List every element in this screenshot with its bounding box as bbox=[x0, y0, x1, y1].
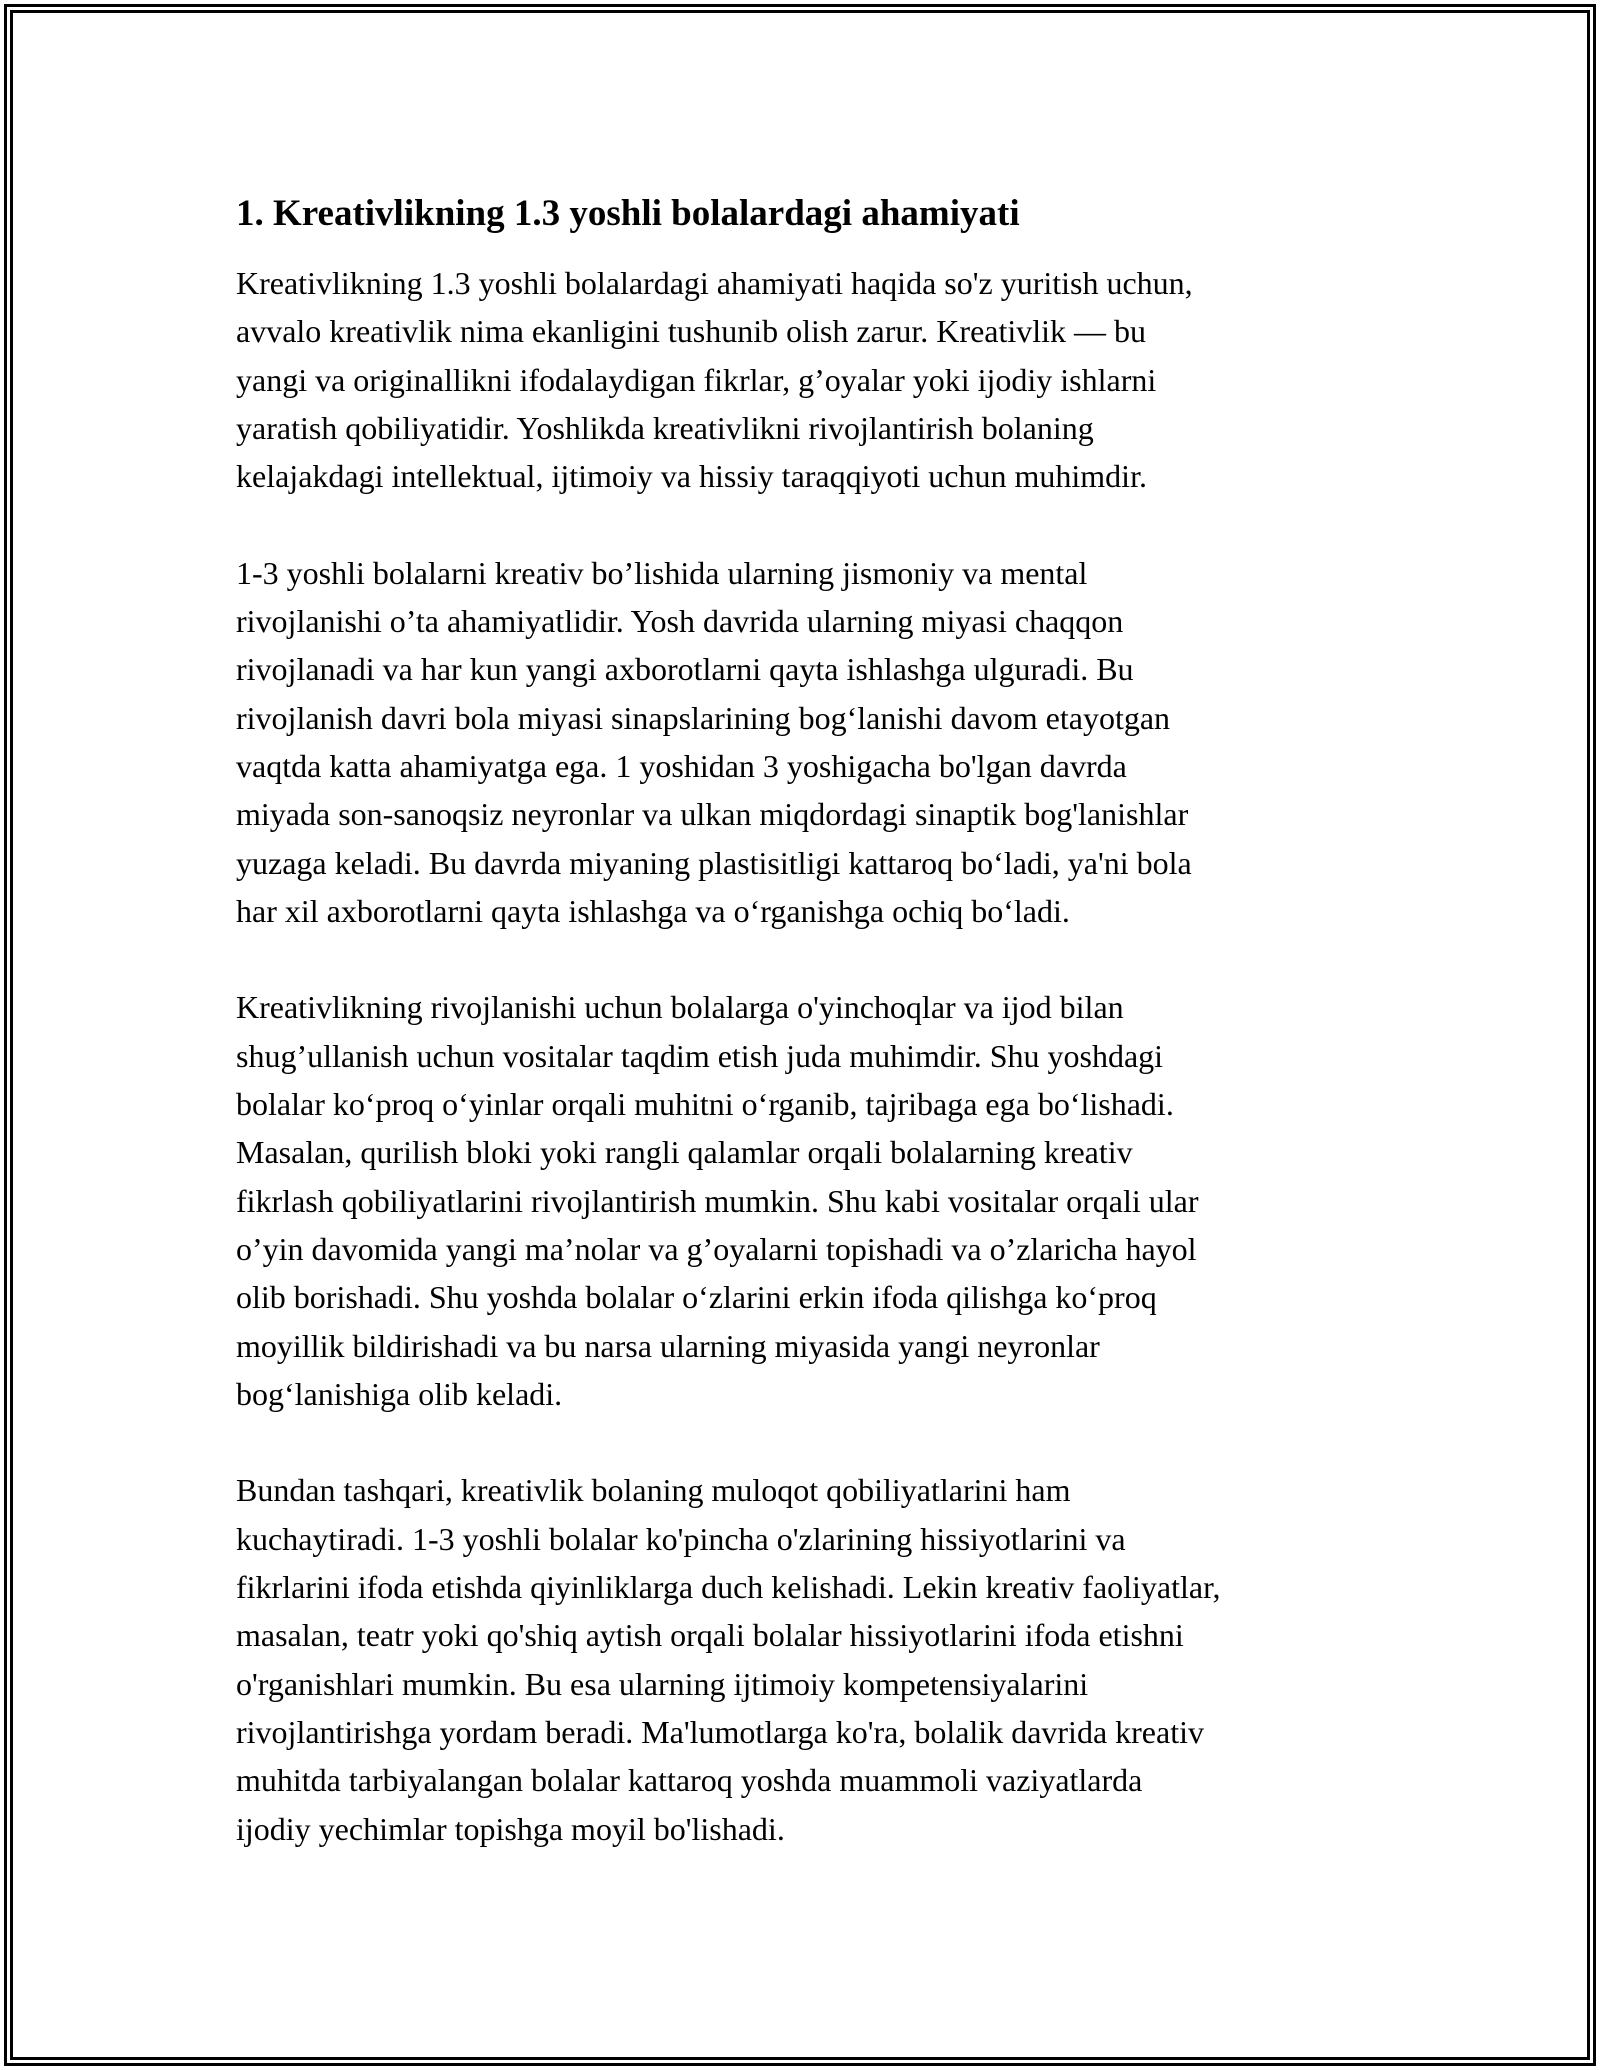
paragraph-2 bbox=[236, 549, 1396, 935]
paragraph-line: bog‘lanishiga olib keladi. bbox=[236, 1375, 563, 1412]
paragraph-line: Bundan tashqari, kreativlik bolaning muloqot qobiliyatlarini ham bbox=[236, 1472, 1071, 1509]
document-title: 1. Kreativlikning 1.3 yoshli bolalardagi ahamiyati bbox=[236, 193, 1020, 234]
paragraph-line: masalan, teatr yoki qo'shiq aytish orqali bolalar hissiyotlarini ifoda etishni bbox=[236, 1617, 1184, 1654]
paragraph-line: kelajakdagi intellektual, ijtimoiy va hissiy taraqqiyoti uchun muhimdir. bbox=[236, 458, 1147, 495]
paragraph-line: yangi va originallikni ifodalaydigan fikrlar, g’oyalar yoki ijodiy ishlarni bbox=[236, 361, 1157, 398]
paragraph-line: olib borishadi. Shu yoshda bolalar o‘zlarini erkin ifoda qilishga ko‘proq bbox=[236, 1279, 1157, 1316]
paragraph-1 bbox=[236, 259, 1396, 500]
paragraph-line: 1-3 yoshli bolalarni kreativ bo’lishida ularning jismoniy va mental bbox=[236, 554, 1088, 591]
paragraph-line: muhitda tarbiyalangan bolalar kattaroq yoshda muammoli vaziyatlarda bbox=[236, 1762, 1143, 1799]
paragraph-line: Masalan, qurilish bloki yoki rangli qalamlar orqali bolalarning kreativ bbox=[236, 1134, 1133, 1171]
paragraph-line: rivojlanishi o’ta ahamiyatlidir. Yosh davrida ularning miyasi chaqqon bbox=[236, 603, 1124, 640]
paragraph-line: miyada son-sanoqsiz neyronlar va ulkan miqdordagi sinaptik bog'lanishlar bbox=[236, 796, 1189, 833]
paragraph-line: yaratish qobiliyatidir. Yoshlikda kreativlikni rivojlantirish bolaning bbox=[236, 409, 1094, 446]
document-body bbox=[236, 186, 1396, 1901]
paragraph-line: har xil axborotlarni qayta ishlashga va o‘rganishga ochiq bo‘ladi. bbox=[236, 892, 1070, 929]
paragraph-line: avvalo kreativlik nima ekanligini tushunib olish zarur. Kreativlik — bu bbox=[236, 313, 1147, 350]
paragraph-line: yuzaga keladi. Bu davrda miyaning plastisitligi kattaroq bo‘ladi, ya'ni bola bbox=[236, 844, 1192, 881]
paragraph-line: rivojlanadi va har kun yangi axborotlarni qayta ishlashga ulguradi. Bu bbox=[236, 651, 1134, 688]
paragraph-4 bbox=[236, 1466, 1396, 1852]
paragraph-line: fikrlash qobiliyatlarini rivojlantirish mumkin. Shu kabi vositalar orqali ular bbox=[236, 1182, 1199, 1219]
paragraph-line: bolalar ko‘proq o‘yinlar orqali muhitni o‘rganib, tajribaga ega bo‘lishadi. bbox=[236, 1086, 1174, 1123]
paragraph-line: o’yin davomida yangi ma’nolar va g’oyalarni topishadi va o’zlaricha hayol bbox=[236, 1230, 1197, 1267]
paragraph-line: moyillik bildirishadi va bu narsa ularning miyasida yangi neyronlar bbox=[236, 1327, 1100, 1364]
paragraph-line: shug’ullanish uchun vositalar taqdim etish juda muhimdir. Shu yoshdagi bbox=[236, 1037, 1164, 1074]
paragraph-line: Kreativlikning rivojlanishi uchun bolalarga o'yinchoqlar va ijod bilan bbox=[236, 989, 1124, 1026]
paragraph-line: kuchaytiradi. 1-3 yoshli bolalar ko'pincha o'zlarining hissiyotlarini va bbox=[236, 1520, 1126, 1557]
paragraph-line: vaqtda katta ahamiyatga ega. 1 yoshidan 3 yoshigacha bo'lgan davrda bbox=[236, 747, 1127, 784]
paragraph-line: Kreativlikning 1.3 yoshli bolalardagi ahamiyati haqida so'z yuritish uchun, bbox=[236, 265, 1193, 301]
paragraph-line: o'rganishlari mumkin. Bu esa ularning ijtimoiy kompetensiyalarini bbox=[236, 1665, 1089, 1702]
paragraph-line: rivojlanish davri bola miyasi sinapslarining bog‘lanishi davom etayotgan bbox=[236, 699, 1171, 736]
paragraph-line: fikrlarini ifoda etishda qiyinliklarga duch kelishadi. Lekin kreativ faoliyatlar, bbox=[236, 1569, 1221, 1606]
paragraph-3 bbox=[236, 983, 1396, 1418]
paragraph-line: rivojlantirishga yordam beradi. Ma'lumotlarga ko'ra, bolalik davrida kreativ bbox=[236, 1713, 1204, 1750]
paragraph-line: ijodiy yechimlar topishga moyil bo'lishadi. bbox=[236, 1810, 785, 1847]
